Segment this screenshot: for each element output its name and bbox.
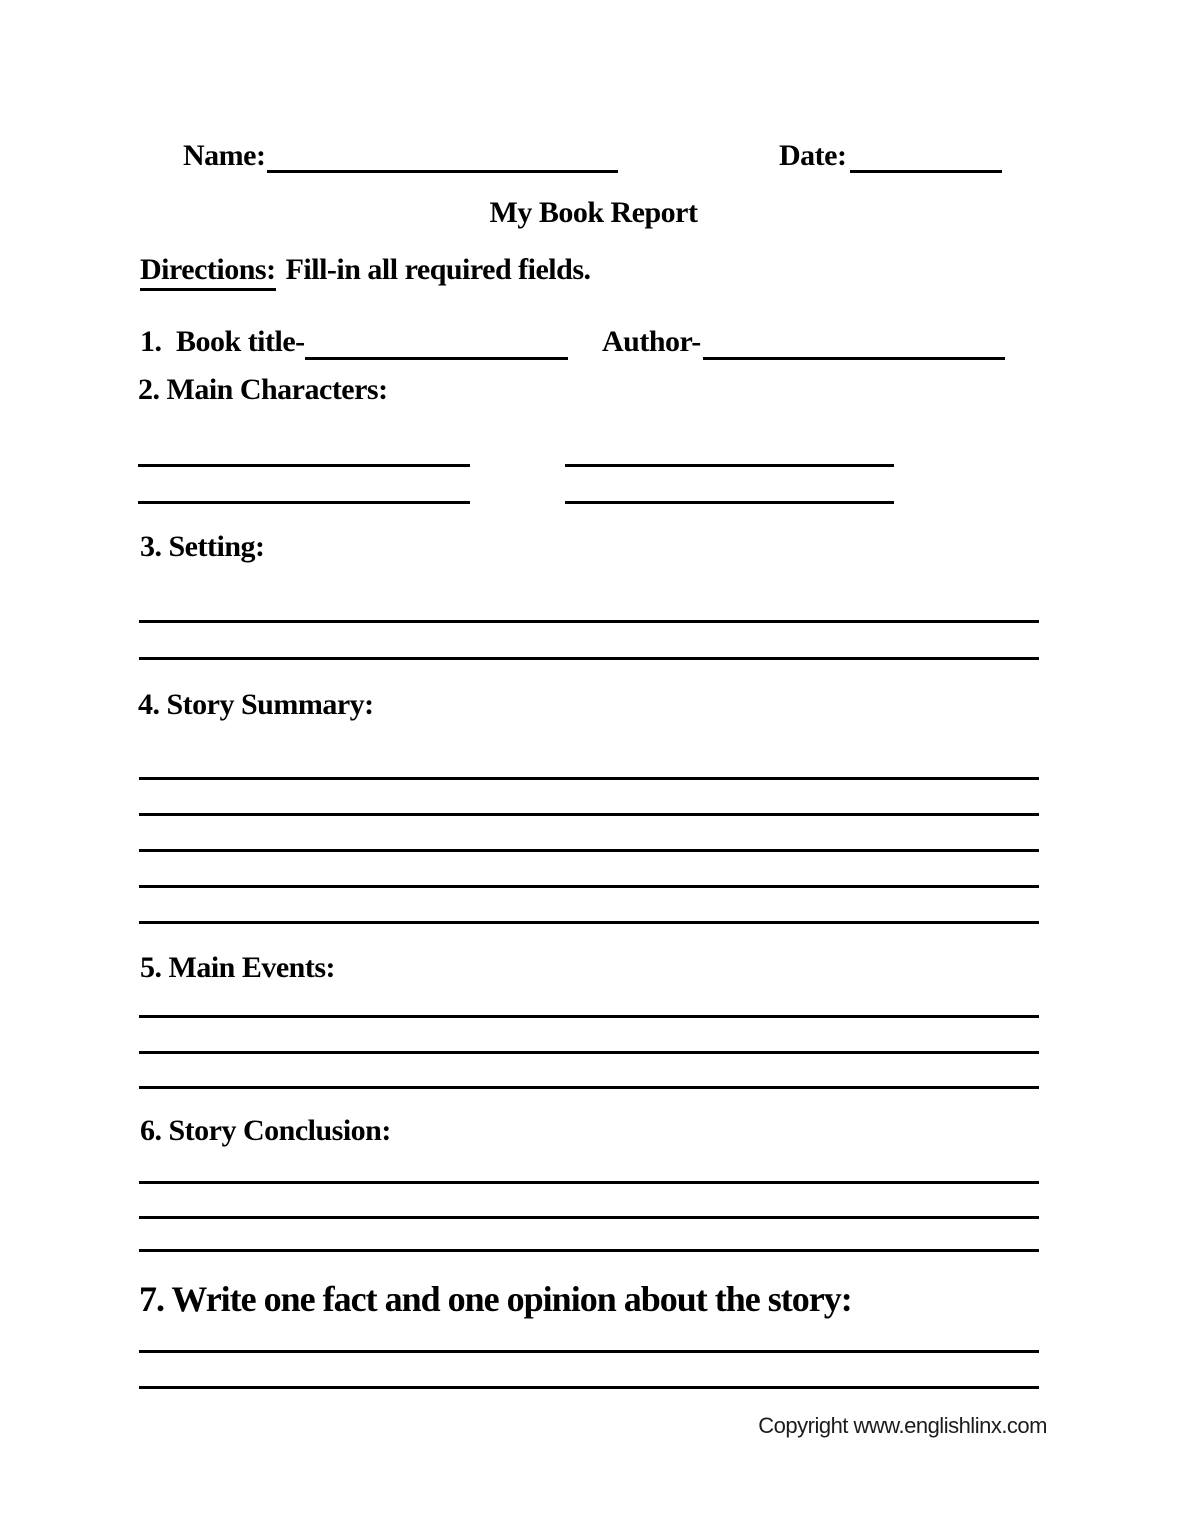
summary-blank-3[interactable]	[139, 849, 1039, 852]
character-blank-4[interactable]	[565, 501, 894, 504]
author-blank-field[interactable]	[703, 357, 1005, 360]
book-title-blank-field[interactable]	[305, 357, 568, 360]
fact-opinion-blank-2[interactable]	[139, 1386, 1039, 1389]
summary-blank-2[interactable]	[139, 813, 1039, 816]
events-blank-3[interactable]	[139, 1086, 1039, 1089]
setting-heading: 3. Setting:	[140, 530, 265, 563]
story-conclusion-heading: 6. Story Conclusion:	[140, 1114, 391, 1147]
conclusion-blank-2[interactable]	[139, 1216, 1039, 1219]
name-blank-field[interactable]	[267, 170, 618, 173]
conclusion-blank-3[interactable]	[139, 1249, 1039, 1252]
conclusion-blank-1[interactable]	[139, 1181, 1039, 1184]
date-label: Date:	[779, 139, 847, 172]
name-label: Name:	[183, 139, 266, 172]
directions-label: Directions:	[140, 253, 276, 291]
setting-blank-1[interactable]	[139, 620, 1039, 623]
main-characters-heading: 2. Main Characters:	[138, 373, 388, 406]
summary-blank-5[interactable]	[139, 921, 1039, 924]
setting-blank-2[interactable]	[139, 657, 1039, 660]
character-blank-2[interactable]	[565, 464, 894, 467]
summary-blank-4[interactable]	[139, 885, 1039, 888]
summary-blank-1[interactable]	[139, 777, 1039, 780]
directions-line	[140, 255, 591, 285]
author-label: Author-	[602, 325, 701, 358]
story-summary-heading: 4. Story Summary:	[138, 688, 374, 721]
date-blank-field[interactable]	[850, 170, 1002, 173]
main-events-heading: 5. Main Events:	[140, 951, 335, 984]
events-blank-1[interactable]	[139, 1015, 1039, 1018]
fact-opinion-heading: 7. Write one fact and one opinion about the story:	[139, 1279, 852, 1319]
fact-opinion-blank-1[interactable]	[139, 1350, 1039, 1353]
directions-text: Fill-in all required fields.	[285, 253, 591, 286]
character-blank-1[interactable]	[138, 464, 470, 467]
item1-number: 1.	[140, 325, 162, 358]
page-title: My Book Report	[489, 196, 698, 229]
copyright-text: Copyright www.englishlinx.com	[758, 1413, 1047, 1438]
character-blank-3[interactable]	[138, 501, 470, 504]
events-blank-2[interactable]	[139, 1051, 1039, 1054]
book-title-label: Book title-	[176, 325, 305, 358]
